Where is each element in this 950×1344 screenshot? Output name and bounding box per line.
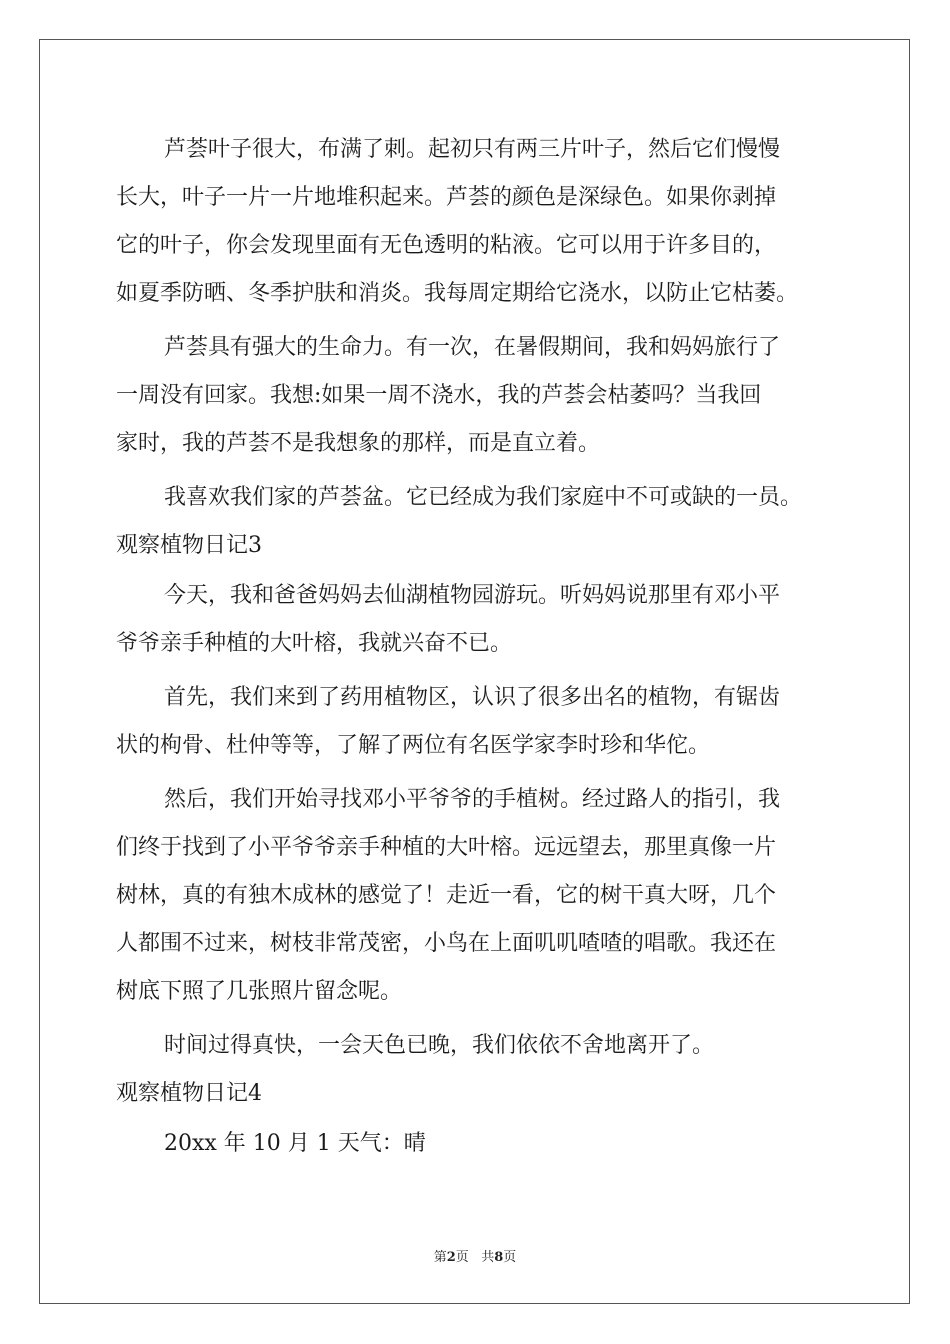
diary-date-line: 20xx 年 10 月 1 天气：晴 xyxy=(164,1131,426,1156)
paragraph-line: 时间过得真快，一会天色已晚，我们依依不舍地离开了。 xyxy=(164,1033,715,1058)
total-suffix: 页 xyxy=(503,1250,517,1265)
paragraph-line: 今天，我和爸爸妈妈去仙湖植物园游玩。听妈妈说那里有邓小平 xyxy=(164,583,781,608)
paragraph-line: 芦荟具有强大的生命力。有一次，在暑假期间，我和妈妈旅行了 xyxy=(164,335,781,360)
paragraph-line: 我喜欢我们家的芦荟盆。它已经成为我们家庭中不可或缺的一员。 xyxy=(164,485,803,510)
paragraph-line: 如夏季防晒、冬季护肤和消炎。我每周定期给它浇水，以防止它枯萎。 xyxy=(116,281,799,306)
section-heading: 观察植物日记4 xyxy=(116,1081,262,1106)
paragraph-line: 家时，我的芦荟不是我想象的那样，而是直立着。 xyxy=(116,431,601,456)
paragraph-line: 它的叶子，你会发现里面有无色透明的粘液。它可以用于许多目的， xyxy=(116,233,777,258)
paragraph-line: 一周没有回家。我想:如果一周不浇水，我的芦荟会枯萎吗？当我回 xyxy=(116,383,762,408)
paragraph-line: 树底下照了几张照片留念呢。 xyxy=(116,979,403,1004)
paragraph-line: 树林，真的有独木成林的感觉了！走近一看，它的树干真大呀，几个 xyxy=(116,883,777,908)
paragraph-line: 们终于找到了小平爷爷亲手种植的大叶榕。远远望去，那里真像一片 xyxy=(116,835,777,860)
paragraph-line: 状的枸骨、杜仲等等，了解了两位有名医学家李时珍和华佗。 xyxy=(116,733,711,758)
paragraph-line: 爷爷亲手种植的大叶榕，我就兴奋不已。 xyxy=(116,631,513,656)
paragraph-line: 芦荟叶子很大，布满了刺。起初只有两三片叶子，然后它们慢慢 xyxy=(164,137,781,162)
paragraph-line: 人都围不过来，树枝非常茂密，小鸟在上面叽叽喳喳的唱歌。我还在 xyxy=(116,931,777,956)
page-prefix: 第 xyxy=(433,1250,447,1265)
page-footer xyxy=(0,1246,950,1265)
paragraph-line: 然后，我们开始寻找邓小平爷爷的手植树。经过路人的指引，我 xyxy=(164,787,781,812)
paragraph-line: 首先，我们来到了药用植物区，认识了很多出名的植物，有锯齿 xyxy=(164,685,781,710)
page-suffix: 页 xyxy=(455,1250,469,1265)
total-prefix: 共 xyxy=(481,1250,495,1265)
paragraph-line: 长大，叶子一片一片地堆积起来。芦荟的颜色是深绿色。如果你剥掉 xyxy=(116,185,777,210)
page-number: 2 xyxy=(446,1250,456,1265)
total-pages: 8 xyxy=(494,1250,504,1265)
section-heading: 观察植物日记3 xyxy=(116,533,262,558)
